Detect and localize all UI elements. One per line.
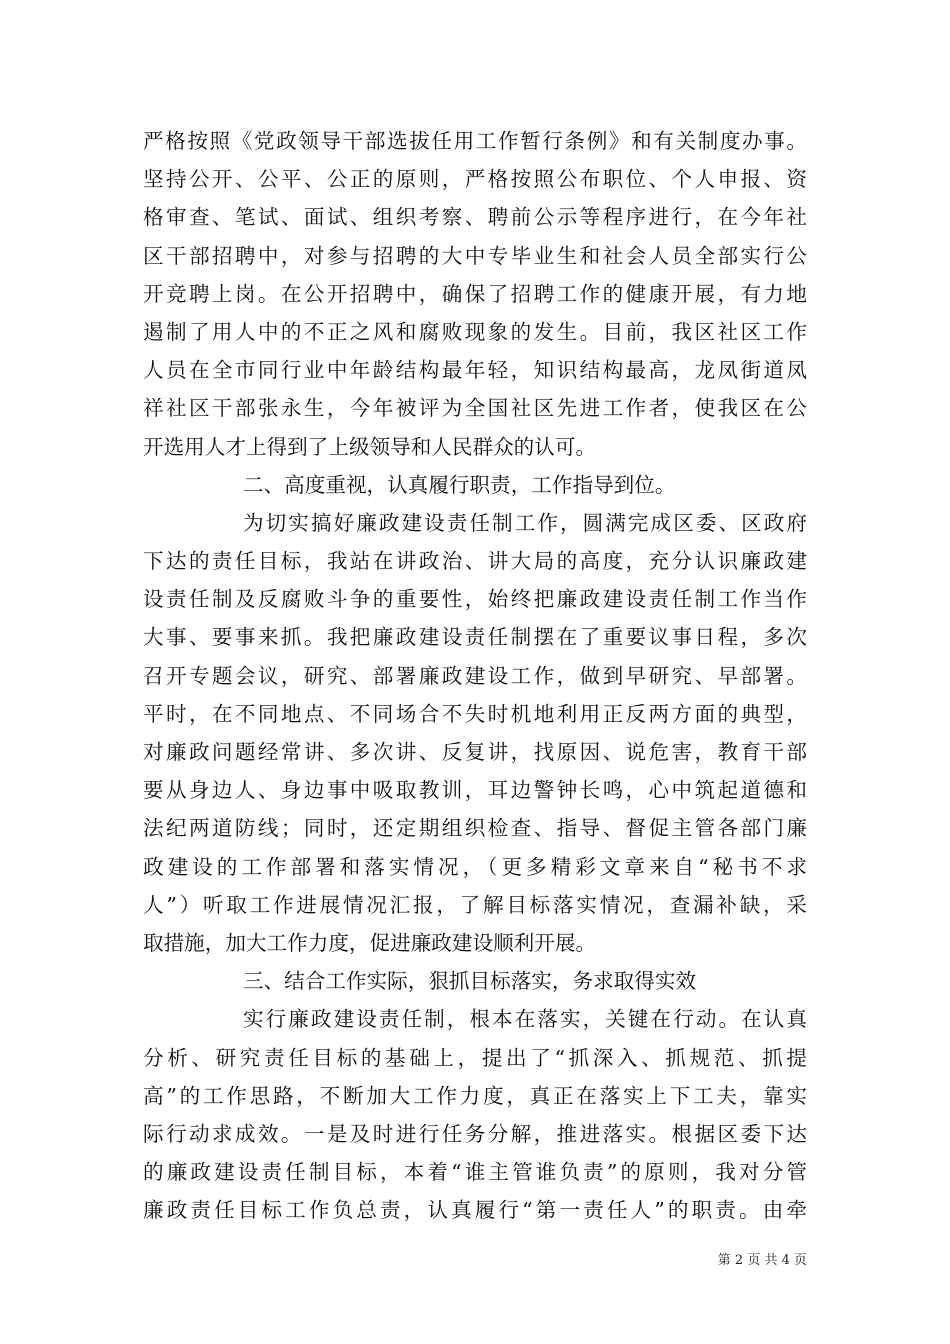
body-line: 平时，在不同地点、不同场合不失时机地利用正反两方面的典型， <box>143 701 807 726</box>
body-line: 实行廉政建设责任制，根本在落实，关键在行动。在认真 <box>243 1007 807 1032</box>
body-line: 人”）听取工作进展情况汇报，了解目标落实情况，查漏补缺，采 <box>143 892 807 917</box>
body-line: 大事、要事来抓。我把廉政建设责任制摆在了重要议事日程，多次 <box>143 625 807 650</box>
section-heading-3: 三、结合工作实际，狠抓目标落实，务求取得实效 <box>243 969 697 994</box>
body-line: 要从身边人、身边事中吸取教训，耳边警钟长鸣，心中筑起道德和 <box>143 778 807 803</box>
body-line: 下达的责任目标，我站在讲政治、讲大局的高度，充分认识廉政建 <box>143 549 807 574</box>
body-line: 廉政责任目标工作负总责，认真履行“第一责任人”的职责。由牵 <box>143 1198 807 1223</box>
section-heading-2: 二、高度重视，认真履行职责，工作指导到位。 <box>243 472 676 497</box>
body-line: 政建设的工作部署和落实情况，（更多精彩文章来自“秘书不求 <box>143 854 807 879</box>
page-number-footer: 第 2 页 共 4 页 <box>717 1253 807 1268</box>
body-line: 取措施，加大工作力度，促进廉政建设顺利开展。 <box>143 930 597 955</box>
body-line: 召开专题会议，研究、部署廉政建设工作，做到早研究、早部署。 <box>143 663 807 688</box>
body-line: 法纪两道防线；同时，还定期组织检查、指导、督促主管各部门廉 <box>143 816 807 841</box>
body-line: 高”的工作思路，不断加大工作力度，真正在落实上下工夫，靠实 <box>143 1083 807 1108</box>
body-line: 分析、研究责任目标的基础上，提出了“抓深入、抓规范、抓提 <box>143 1045 807 1070</box>
body-line: 为切实搞好廉政建设责任制工作，圆满完成区委、区政府 <box>243 510 807 535</box>
body-line: 开竞聘上岗。在公开招聘中，确保了招聘工作的健康开展，有力地 <box>143 281 807 306</box>
body-line: 人员在全市同行业中年龄结构最年轻，知识结构最高，龙凤街道凤 <box>143 358 807 383</box>
body-line: 遏制了用人中的不正之风和腐败现象的发生。目前，我区社区工作 <box>143 319 807 344</box>
body-line: 的廉政建设责任制目标，本着“谁主管谁负责”的原则，我对分管 <box>143 1160 807 1185</box>
body-line: 设责任制及反腐败斗争的重要性，始终把廉政建设责任制工作当作 <box>143 587 807 612</box>
document-body <box>143 122 807 1229</box>
body-line: 对廉政问题经常讲、多次讲、反复讲，找原因、说危害，教育干部 <box>143 740 807 764</box>
body-line: 严格按照《党政领导干部选拔任用工作暂行条例》和有关制度办事。 <box>143 129 807 153</box>
body-line: 际行动求成效。一是及时进行任务分解，推进落实。根据区委下达 <box>143 1121 807 1146</box>
body-line: 区干部招聘中，对参与招聘的大中专毕业生和社会人员全部实行公 <box>143 243 807 268</box>
body-line: 祥社区干部张永生，今年被评为全国社区先进工作者，使我区在公 <box>143 396 807 421</box>
body-line: 坚持公开、公平、公正的原则，严格按照公布职位、个人申报、资 <box>143 167 807 192</box>
body-line: 开选用人才上得到了上级领导和人民群众的认可。 <box>143 434 597 459</box>
body-line: 格审查、笔试、面试、组织考察、聘前公示等程序进行，在今年社 <box>143 205 807 230</box>
